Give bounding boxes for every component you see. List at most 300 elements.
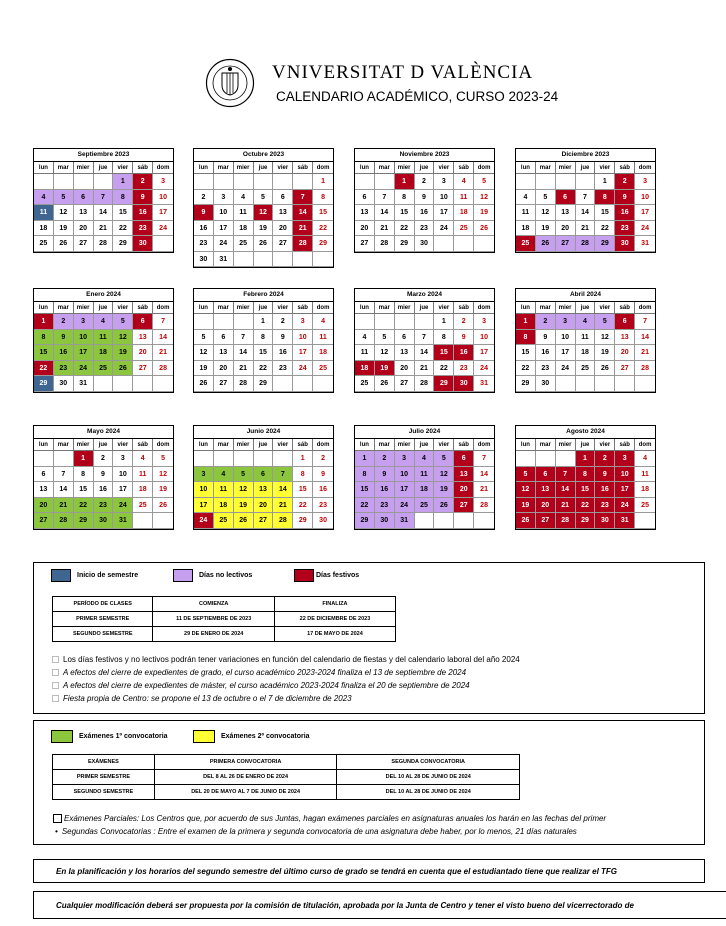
day-cell: 13 — [74, 205, 94, 221]
day-cell: 18 — [415, 482, 435, 498]
day-cell: 1 — [254, 314, 274, 330]
empty-day-cell — [234, 314, 254, 330]
month-grid — [194, 302, 333, 392]
swatch-semester-start — [51, 569, 71, 582]
day-cell: 27 — [214, 376, 234, 392]
weekday-header: mar — [536, 162, 556, 174]
empty-day-cell — [133, 513, 153, 529]
day-cell: 25 — [214, 513, 234, 529]
day-cell: 16 — [313, 482, 333, 498]
weekday-header: mier — [234, 302, 254, 314]
day-cell: 7 — [153, 314, 173, 330]
day-cell: 16 — [194, 221, 214, 237]
empty-day-cell — [615, 376, 635, 392]
day-cell: 1 — [395, 174, 415, 190]
weekday-header: lun — [355, 302, 375, 314]
day-cell: 4 — [454, 174, 474, 190]
weekday-header: dom — [474, 302, 494, 314]
weekday-header: mier — [556, 162, 576, 174]
day-cell: 9 — [536, 330, 556, 346]
weekday-header: mar — [214, 162, 234, 174]
periodos-table — [52, 596, 396, 642]
day-cell: 16 — [133, 205, 153, 221]
empty-day-cell — [375, 174, 395, 190]
weekday-header: jue — [576, 439, 596, 451]
day-cell: 24 — [153, 221, 173, 237]
day-cell: 10 — [194, 482, 214, 498]
day-cell: 5 — [595, 314, 615, 330]
weekday-header: jue — [94, 302, 114, 314]
month-title: Septiembre 2023 — [34, 149, 173, 162]
weekday-header: mar — [214, 439, 234, 451]
day-cell: 24 — [615, 498, 635, 514]
month-calendar — [354, 288, 495, 393]
empty-day-cell — [254, 174, 274, 190]
weekday-header: jue — [254, 439, 274, 451]
day-cell: 11 — [234, 205, 254, 221]
weekday-header: dom — [474, 439, 494, 451]
day-cell: 11 — [214, 482, 234, 498]
day-cell: 23 — [133, 221, 153, 237]
weekday-header: sáb — [454, 439, 474, 451]
weekday-header: jue — [254, 302, 274, 314]
day-cell: 19 — [113, 345, 133, 361]
weekday-header: sáb — [293, 302, 313, 314]
day-cell: 24 — [474, 361, 494, 377]
month-calendar — [354, 148, 495, 253]
day-cell: 2 — [94, 451, 114, 467]
day-cell: 27 — [133, 361, 153, 377]
exam-note-item — [55, 827, 577, 836]
day-cell: 13 — [355, 205, 375, 221]
weekday-header: mier — [395, 302, 415, 314]
periodos-cell: SEGUNDO SEMESTRE — [53, 627, 153, 642]
day-cell: 28 — [94, 236, 114, 252]
day-cell: 15 — [113, 205, 133, 221]
day-cell: 20 — [133, 345, 153, 361]
empty-day-cell — [153, 236, 173, 252]
day-cell: 11 — [635, 467, 655, 483]
day-cell: 28 — [293, 236, 313, 252]
day-cell: 11 — [415, 467, 435, 483]
day-cell: 4 — [133, 451, 153, 467]
day-cell: 28 — [635, 361, 655, 377]
examenes-cell: DEL 8 AL 26 DE ENERO DE 2024 — [154, 770, 337, 785]
day-cell: 20 — [615, 345, 635, 361]
day-cell: 25 — [415, 498, 435, 514]
periodos-header-cell: COMIENZA — [153, 597, 274, 612]
empty-day-cell — [635, 513, 655, 529]
empty-day-cell — [293, 252, 313, 268]
day-cell: 11 — [34, 205, 54, 221]
month-calendar — [193, 425, 334, 530]
day-cell: 3 — [74, 314, 94, 330]
empty-day-cell — [454, 513, 474, 529]
empty-day-cell — [234, 451, 254, 467]
day-cell: 29 — [293, 513, 313, 529]
day-cell: 12 — [434, 467, 454, 483]
legend-semester-start — [51, 569, 138, 582]
day-cell: 13 — [454, 467, 474, 483]
empty-day-cell — [635, 376, 655, 392]
empty-day-cell — [355, 174, 375, 190]
exam-note-item — [53, 814, 606, 823]
day-cell: 23 — [273, 361, 293, 377]
day-cell: 13 — [133, 330, 153, 346]
day-cell: 2 — [415, 174, 435, 190]
day-cell: 25 — [516, 236, 536, 252]
day-cell: 20 — [536, 498, 556, 514]
day-cell: 3 — [293, 314, 313, 330]
empty-day-cell — [214, 451, 234, 467]
weekday-header: jue — [94, 162, 114, 174]
day-cell: 21 — [415, 361, 435, 377]
day-cell: 21 — [94, 221, 114, 237]
month-grid — [34, 162, 173, 252]
day-cell: 20 — [254, 498, 274, 514]
day-cell: 30 — [536, 376, 556, 392]
empty-day-cell — [34, 451, 54, 467]
weekday-header: vier — [595, 439, 615, 451]
day-cell: 11 — [454, 190, 474, 206]
legend-exam-1 — [51, 730, 168, 743]
weekday-header: vier — [113, 162, 133, 174]
weekday-header: mier — [234, 439, 254, 451]
weekday-header: lun — [34, 162, 54, 174]
weekday-header: mar — [375, 302, 395, 314]
note-text: Los días festivos y no lectivos podrán tener variaciones en función del calendario de fiestas y del calendario laboral del año 2024 — [63, 655, 520, 664]
weekday-header: lun — [34, 439, 54, 451]
day-cell: 23 — [595, 498, 615, 514]
day-cell: 10 — [113, 467, 133, 483]
day-cell: 17 — [153, 205, 173, 221]
month-grid — [34, 439, 173, 529]
month-calendar — [515, 288, 656, 393]
weekday-header: lun — [194, 302, 214, 314]
day-cell: 7 — [635, 314, 655, 330]
day-cell: 28 — [273, 513, 293, 529]
day-cell: 16 — [536, 345, 556, 361]
weekday-header: sáb — [133, 162, 153, 174]
day-cell: 29 — [313, 236, 333, 252]
weekday-header: mar — [54, 302, 74, 314]
swatch-festivos — [294, 569, 314, 582]
day-cell: 19 — [194, 361, 214, 377]
day-cell: 30 — [194, 252, 214, 268]
day-cell: 24 — [293, 361, 313, 377]
day-cell: 29 — [355, 513, 375, 529]
day-cell: 14 — [415, 345, 435, 361]
weekday-header: dom — [153, 439, 173, 451]
day-cell: 27 — [395, 376, 415, 392]
day-cell: 9 — [415, 190, 435, 206]
day-cell: 27 — [74, 236, 94, 252]
periodos-cell: 29 DE ENERO DE 2024 — [153, 627, 274, 642]
day-cell: 23 — [415, 221, 435, 237]
periodos-cell: 22 DE DICIEMBRE DE 2023 — [274, 612, 395, 627]
weekday-header: mar — [536, 302, 556, 314]
periodos-cell: PRIMER SEMESTRE — [53, 612, 153, 627]
day-cell: 29 — [254, 376, 274, 392]
day-cell: 31 — [615, 513, 635, 529]
month-grid — [355, 162, 494, 252]
weekday-header: sáb — [293, 439, 313, 451]
day-cell: 4 — [415, 451, 435, 467]
day-cell: 5 — [375, 330, 395, 346]
day-cell: 14 — [153, 330, 173, 346]
info-bar-modificacion-text: Cualquier modificación deberá ser propuesta por la comisión de titulación, aprobada por la Junta de Centro y tener el visto bueno del vicerrectorado de — [56, 901, 634, 910]
day-cell: 28 — [576, 236, 596, 252]
weekday-header: lun — [194, 162, 214, 174]
day-cell: 28 — [474, 498, 494, 514]
examenes-table — [52, 754, 520, 800]
day-cell: 26 — [254, 236, 274, 252]
weekday-header: mar — [536, 439, 556, 451]
day-cell: 8 — [355, 467, 375, 483]
weekday-header: lun — [516, 439, 536, 451]
examenes-cell: DEL 10 AL 28 DE JUNIO DE 2024 — [337, 770, 520, 785]
day-cell: 1 — [576, 451, 596, 467]
month-title: Mayo 2024 — [34, 426, 173, 439]
day-cell: 13 — [34, 482, 54, 498]
weekday-header: jue — [415, 162, 435, 174]
month-title: Enero 2024 — [34, 289, 173, 302]
day-cell: 30 — [54, 376, 74, 392]
note-text: A efectos del cierre de expedientes de grado, el curso académico 2023-2024 finaliza el 13 de septiembre de 2024 — [63, 668, 467, 677]
month-calendar — [193, 288, 334, 393]
empty-day-cell — [54, 174, 74, 190]
weekday-header: sáb — [293, 162, 313, 174]
day-cell: 15 — [293, 482, 313, 498]
day-cell: 29 — [74, 513, 94, 529]
month-title: Junio 2024 — [194, 426, 333, 439]
weekday-header: jue — [576, 162, 596, 174]
day-cell: 26 — [516, 513, 536, 529]
day-cell: 27 — [273, 236, 293, 252]
empty-day-cell — [254, 252, 274, 268]
day-cell: 22 — [516, 361, 536, 377]
info-bar-tfg — [33, 859, 705, 883]
empty-day-cell — [34, 174, 54, 190]
day-cell: 21 — [556, 498, 576, 514]
day-cell: 26 — [434, 498, 454, 514]
day-cell: 6 — [615, 314, 635, 330]
day-cell: 18 — [133, 482, 153, 498]
legend-exam-2-label: Exámenes 2º convocatoria — [221, 733, 310, 740]
day-cell: 5 — [474, 174, 494, 190]
month-title: Marzo 2024 — [355, 289, 494, 302]
day-cell: 15 — [576, 482, 596, 498]
day-cell: 17 — [556, 345, 576, 361]
day-cell: 8 — [434, 330, 454, 346]
day-cell: 31 — [635, 236, 655, 252]
day-cell: 23 — [375, 498, 395, 514]
day-cell: 23 — [54, 361, 74, 377]
weekday-header: lun — [34, 302, 54, 314]
day-cell: 4 — [214, 467, 234, 483]
day-cell: 30 — [615, 236, 635, 252]
day-cell: 26 — [153, 498, 173, 514]
day-cell: 5 — [516, 467, 536, 483]
day-cell: 21 — [375, 221, 395, 237]
day-cell: 20 — [556, 221, 576, 237]
day-cell: 11 — [133, 467, 153, 483]
month-grid — [516, 162, 655, 252]
day-cell: 26 — [194, 376, 214, 392]
day-cell: 17 — [74, 345, 94, 361]
weekday-header: mar — [54, 439, 74, 451]
day-cell: 7 — [556, 467, 576, 483]
day-cell: 21 — [576, 221, 596, 237]
month-calendar — [515, 148, 656, 253]
day-cell: 2 — [313, 451, 333, 467]
day-cell: 2 — [375, 451, 395, 467]
day-cell: 29 — [34, 376, 54, 392]
day-cell: 9 — [375, 467, 395, 483]
weekday-header: dom — [474, 162, 494, 174]
day-cell: 26 — [54, 236, 74, 252]
day-cell: 9 — [595, 467, 615, 483]
day-cell: 6 — [133, 314, 153, 330]
day-cell: 17 — [615, 482, 635, 498]
empty-day-cell — [434, 513, 454, 529]
day-cell: 25 — [313, 361, 333, 377]
month-title: Noviembre 2023 — [355, 149, 494, 162]
empty-day-cell — [454, 236, 474, 252]
day-cell: 6 — [214, 330, 234, 346]
day-cell: 21 — [54, 498, 74, 514]
day-cell: 20 — [395, 361, 415, 377]
day-cell: 27 — [536, 513, 556, 529]
day-cell: 19 — [234, 498, 254, 514]
day-cell: 9 — [454, 330, 474, 346]
month-grid — [194, 439, 333, 529]
weekday-header: mier — [395, 162, 415, 174]
empty-day-cell — [234, 174, 254, 190]
weekday-header: sáb — [454, 302, 474, 314]
day-cell: 25 — [355, 376, 375, 392]
day-cell: 24 — [556, 361, 576, 377]
day-cell: 5 — [194, 330, 214, 346]
day-cell: 9 — [273, 330, 293, 346]
examenes-header-cell: SEGUNDA CONVOCATORIA — [337, 755, 520, 770]
month-title: Julio 2024 — [355, 426, 494, 439]
day-cell: 14 — [556, 482, 576, 498]
empty-day-cell — [293, 174, 313, 190]
examenes-cell: PRIMER SEMESTRE — [53, 770, 155, 785]
month-title: Abril 2024 — [516, 289, 655, 302]
day-cell: 14 — [54, 482, 74, 498]
weekday-header: jue — [415, 302, 435, 314]
day-cell: 24 — [434, 221, 454, 237]
day-cell: 5 — [54, 190, 74, 206]
day-cell: 4 — [635, 451, 655, 467]
weekday-header: mar — [375, 162, 395, 174]
empty-day-cell — [214, 314, 234, 330]
day-cell: 11 — [94, 330, 114, 346]
empty-day-cell — [254, 451, 274, 467]
day-cell: 27 — [615, 361, 635, 377]
weekday-header: jue — [415, 439, 435, 451]
examenes-header-cell: EXÁMENES — [53, 755, 155, 770]
note-item — [52, 694, 352, 703]
info-bar-tfg-text: En la planificación y los horarios del segundo semestre del último curso de grado se tendrá en cuenta que el estudiantado tiene que realizar el TFG — [56, 867, 618, 876]
day-cell: 17 — [395, 482, 415, 498]
empty-day-cell — [194, 174, 214, 190]
day-cell: 21 — [153, 345, 173, 361]
day-cell: 28 — [375, 236, 395, 252]
day-cell: 31 — [214, 252, 234, 268]
day-cell: 19 — [434, 482, 454, 498]
weekday-header: dom — [635, 162, 655, 174]
day-cell: 20 — [454, 482, 474, 498]
day-cell: 2 — [454, 314, 474, 330]
day-cell: 17 — [635, 205, 655, 221]
day-cell: 13 — [395, 345, 415, 361]
day-cell: 5 — [113, 314, 133, 330]
swatch-exam-2 — [193, 730, 215, 743]
day-cell: 8 — [113, 190, 133, 206]
day-cell: 9 — [133, 190, 153, 206]
weekday-header: mier — [556, 302, 576, 314]
day-cell: 16 — [94, 482, 114, 498]
day-cell: 12 — [234, 482, 254, 498]
day-cell: 12 — [194, 345, 214, 361]
periodos-cell: 11 DE SEPTIEMBRE DE 2023 — [153, 612, 274, 627]
day-cell: 28 — [556, 513, 576, 529]
legend-exam-2 — [193, 730, 310, 743]
weekday-header: mar — [214, 302, 234, 314]
day-cell: 13 — [556, 205, 576, 221]
day-cell: 2 — [595, 451, 615, 467]
day-cell: 8 — [395, 190, 415, 206]
month-title: Febrero 2024 — [194, 289, 333, 302]
day-cell: 12 — [54, 205, 74, 221]
day-cell: 3 — [434, 174, 454, 190]
day-cell: 19 — [595, 345, 615, 361]
day-cell: 26 — [536, 236, 556, 252]
day-cell: 23 — [194, 236, 214, 252]
month-calendar — [193, 148, 334, 268]
day-cell: 3 — [113, 451, 133, 467]
day-cell: 28 — [153, 361, 173, 377]
empty-day-cell — [194, 314, 214, 330]
legend-festivos — [294, 569, 359, 582]
day-cell: 22 — [434, 361, 454, 377]
day-cell: 25 — [34, 236, 54, 252]
empty-day-cell — [94, 376, 114, 392]
info-bar-modificacion — [33, 891, 726, 919]
day-cell: 22 — [395, 221, 415, 237]
day-cell: 28 — [234, 376, 254, 392]
day-cell: 7 — [293, 190, 313, 206]
day-cell: 1 — [434, 314, 454, 330]
day-cell: 18 — [214, 498, 234, 514]
empty-day-cell — [74, 174, 94, 190]
weekday-header: mier — [74, 302, 94, 314]
day-cell: 30 — [415, 236, 435, 252]
day-cell: 1 — [595, 174, 615, 190]
day-cell: 1 — [355, 451, 375, 467]
day-cell: 14 — [635, 330, 655, 346]
day-cell: 17 — [474, 345, 494, 361]
day-cell: 8 — [293, 467, 313, 483]
day-cell: 7 — [54, 467, 74, 483]
day-cell: 27 — [355, 236, 375, 252]
day-cell: 14 — [375, 205, 395, 221]
day-cell: 16 — [415, 205, 435, 221]
day-cell: 31 — [395, 513, 415, 529]
